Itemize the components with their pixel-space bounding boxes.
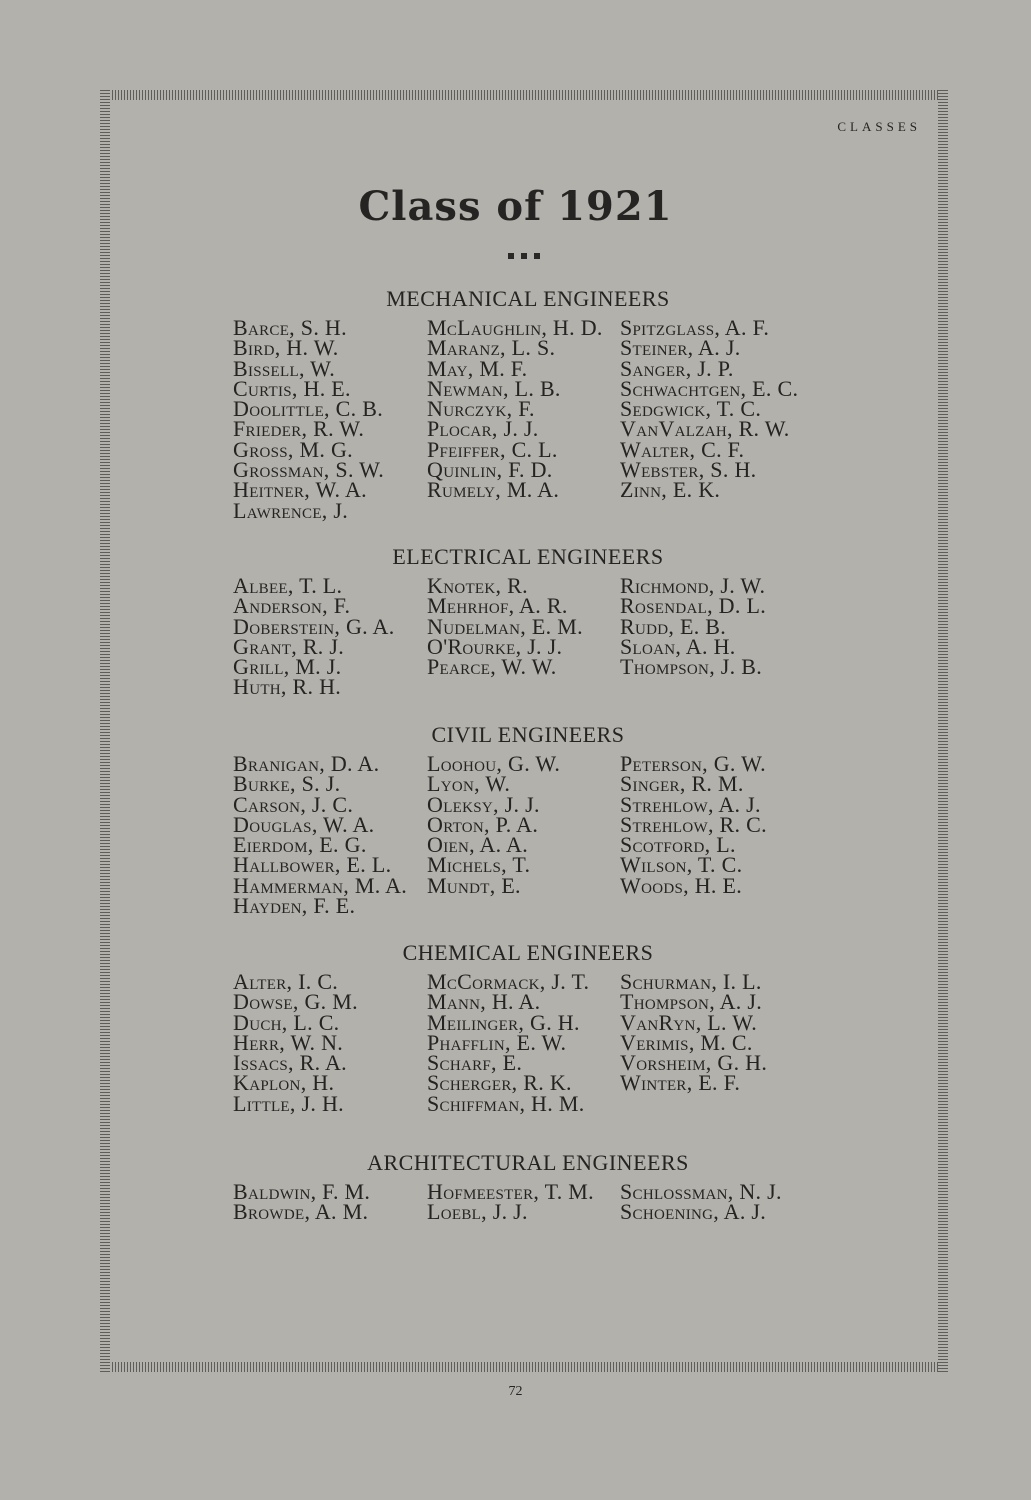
student-name: Verimis, M. C. bbox=[620, 1029, 753, 1055]
student-name: Newman, L. B. bbox=[427, 375, 561, 401]
student-name: McLaughlin, H. D. bbox=[427, 315, 603, 340]
student-name: Hammerman, M. A. bbox=[233, 872, 408, 898]
student-name: Schoening, A. J. bbox=[620, 1199, 767, 1225]
student-name: Eierdom, E. G. bbox=[233, 832, 367, 858]
student-name: Steiner, A. J. bbox=[620, 335, 741, 361]
name-column bbox=[427, 969, 590, 1116]
student-name: VanValzah, R. W. bbox=[620, 416, 790, 442]
section-heading: MECHANICAL ENGINEERS bbox=[386, 286, 670, 311]
student-name: Peterson, G. W. bbox=[620, 751, 766, 776]
student-name: Winter, E. F. bbox=[620, 1070, 741, 1096]
student-name: Schiffman, H. M. bbox=[427, 1090, 585, 1116]
student-name: Plocar, J. J. bbox=[427, 416, 539, 442]
name-column bbox=[233, 1179, 371, 1225]
student-name: Strehlow, R. C. bbox=[620, 811, 767, 837]
student-name: Grant, R. J. bbox=[233, 633, 345, 659]
student-name: Burke, S. J. bbox=[233, 771, 341, 797]
student-name: Sedgwick, T. C. bbox=[620, 396, 762, 422]
student-name: Phafflin, E. W. bbox=[427, 1029, 567, 1055]
student-name: Oleksy, J. J. bbox=[427, 791, 540, 817]
student-name: Douglas, W. A. bbox=[233, 811, 375, 837]
student-name: Pfeiffer, C. L. bbox=[427, 436, 558, 462]
student-name: Meilinger, G. H. bbox=[427, 1009, 580, 1035]
student-name: Lawrence, J. bbox=[233, 497, 349, 523]
student-name: Doberstein, G. A. bbox=[233, 613, 395, 639]
student-name: Anderson, F. bbox=[233, 593, 351, 619]
student-name: Thompson, A. J. bbox=[620, 989, 763, 1015]
name-column bbox=[427, 315, 603, 503]
student-name: McCormack, J. T. bbox=[427, 969, 590, 994]
page-title: Class of 1921 bbox=[358, 183, 673, 230]
name-column bbox=[233, 315, 384, 523]
student-name: Mundt, E. bbox=[427, 872, 521, 898]
student-name: Alter, I. C. bbox=[233, 969, 339, 994]
name-column bbox=[427, 1179, 594, 1225]
section-heading: ARCHITECTURAL ENGINEERS bbox=[367, 1150, 689, 1175]
name-column bbox=[233, 969, 358, 1116]
section bbox=[0, 1150, 1031, 1392]
student-name: Barce, S. H. bbox=[233, 315, 347, 340]
student-name: Strehlow, A. J. bbox=[620, 791, 761, 817]
section bbox=[0, 722, 1031, 964]
student-name: Lyon, W. bbox=[427, 771, 511, 797]
student-name: Grill, M. J. bbox=[233, 654, 342, 680]
student-name: Loohou, G. W. bbox=[427, 751, 561, 776]
section-heading: CIVIL ENGINEERS bbox=[431, 722, 625, 747]
name-column bbox=[620, 1179, 782, 1225]
student-name: Scharf, E. bbox=[427, 1050, 523, 1076]
student-name: Duch, L. C. bbox=[233, 1009, 340, 1035]
student-name: Wilson, T. C. bbox=[620, 852, 743, 878]
student-name: Zinn, E. K. bbox=[620, 477, 721, 503]
student-name: Spitzglass, A. F. bbox=[620, 315, 770, 340]
student-name: Gross, M. G. bbox=[233, 436, 353, 462]
running-head: CLASSES bbox=[837, 119, 921, 134]
student-name: Rudd, E. B. bbox=[620, 613, 727, 639]
student-name: Mann, H. A. bbox=[427, 989, 541, 1015]
name-column bbox=[620, 751, 767, 898]
student-name: Sloan, A. H. bbox=[620, 633, 736, 659]
section-heading: CHEMICAL ENGINEERS bbox=[402, 940, 654, 965]
student-name: Kaplon, H. bbox=[233, 1070, 335, 1096]
student-name: Bissell, W. bbox=[233, 355, 335, 381]
student-name: Schwachtgen, E. C. bbox=[620, 375, 799, 401]
section bbox=[0, 940, 1031, 1182]
student-name: Issacs, R. A. bbox=[233, 1050, 347, 1076]
student-name: Rumely, M. A. bbox=[427, 477, 560, 503]
student-name: Webster, S. H. bbox=[620, 457, 757, 483]
student-name: Loebl, J. J. bbox=[427, 1199, 528, 1225]
student-name: VanRyn, L. W. bbox=[620, 1009, 758, 1035]
student-name: Singer, R. M. bbox=[620, 771, 744, 797]
student-name: Maranz, L. S. bbox=[427, 335, 556, 361]
student-name: Curtis, H. E. bbox=[233, 375, 351, 401]
student-name: Little, J. H. bbox=[233, 1090, 344, 1116]
ornament-squares bbox=[508, 253, 540, 259]
student-name: Carson, J. C. bbox=[233, 791, 354, 817]
student-name: Schlossman, N. J. bbox=[620, 1179, 782, 1204]
student-name: Nudelman, E. M. bbox=[427, 613, 583, 639]
name-column bbox=[620, 969, 768, 1096]
student-name: Albee, T. L. bbox=[233, 573, 343, 598]
student-name: Bird, H. W. bbox=[233, 335, 339, 361]
student-name: Nurczyk, F. bbox=[427, 396, 535, 422]
student-name: Knotek, R. bbox=[427, 573, 528, 598]
name-column bbox=[620, 315, 799, 503]
name-column bbox=[427, 573, 583, 680]
student-name: Baldwin, F. M. bbox=[233, 1179, 371, 1204]
student-name: Grossman, S. W. bbox=[233, 457, 384, 483]
student-name: Heitner, W. A. bbox=[233, 477, 367, 503]
student-name: Schurman, I. L. bbox=[620, 969, 762, 994]
name-column bbox=[233, 751, 408, 919]
student-name: Richmond, J. W. bbox=[620, 573, 766, 598]
student-name: Quinlin, F. D. bbox=[427, 457, 553, 483]
name-column bbox=[427, 751, 561, 898]
student-name: Mehrhof, A. R. bbox=[427, 593, 568, 619]
border-top bbox=[100, 90, 948, 100]
student-name: Herr, W. N. bbox=[233, 1029, 344, 1055]
student-name: Huth, R. H. bbox=[233, 674, 342, 700]
student-name: Walter, C. F. bbox=[620, 436, 745, 462]
student-name: Rosendal, D. L. bbox=[620, 593, 766, 619]
student-name: Browde, A. M. bbox=[233, 1199, 369, 1225]
student-name: Sanger, J. P. bbox=[620, 355, 734, 381]
student-name: Scotford, L. bbox=[620, 832, 736, 858]
student-name: Pearce, W. W. bbox=[427, 654, 557, 680]
student-name: O'Rourke, J. J. bbox=[427, 633, 563, 659]
student-name: May, M. F. bbox=[427, 355, 528, 381]
student-name: Hayden, F. E. bbox=[233, 893, 356, 919]
student-name: Oien, A. A. bbox=[427, 832, 529, 858]
student-name: Woods, H. E. bbox=[620, 872, 743, 898]
student-name: Michels, T. bbox=[427, 852, 531, 878]
section-heading: ELECTRICAL ENGINEERS bbox=[392, 544, 664, 569]
section bbox=[0, 286, 1031, 528]
student-name: Hallbower, E. L. bbox=[233, 852, 392, 878]
student-name: Vorsheim, G. H. bbox=[620, 1050, 768, 1076]
student-name: Hofmeester, T. M. bbox=[427, 1179, 594, 1204]
student-name: Frieder, R. W. bbox=[233, 416, 365, 442]
student-name: Thompson, J. B. bbox=[620, 654, 763, 680]
student-name: Scherger, R. K. bbox=[427, 1070, 572, 1096]
student-name: Doolittle, C. B. bbox=[233, 396, 384, 422]
name-column bbox=[233, 573, 395, 700]
student-name: Branigan, D. A. bbox=[233, 751, 380, 776]
student-name: Dowse, G. M. bbox=[233, 989, 358, 1015]
name-column bbox=[620, 573, 766, 680]
student-name: Orton, P. A. bbox=[427, 811, 539, 837]
page-number: 72 bbox=[508, 1384, 523, 1399]
